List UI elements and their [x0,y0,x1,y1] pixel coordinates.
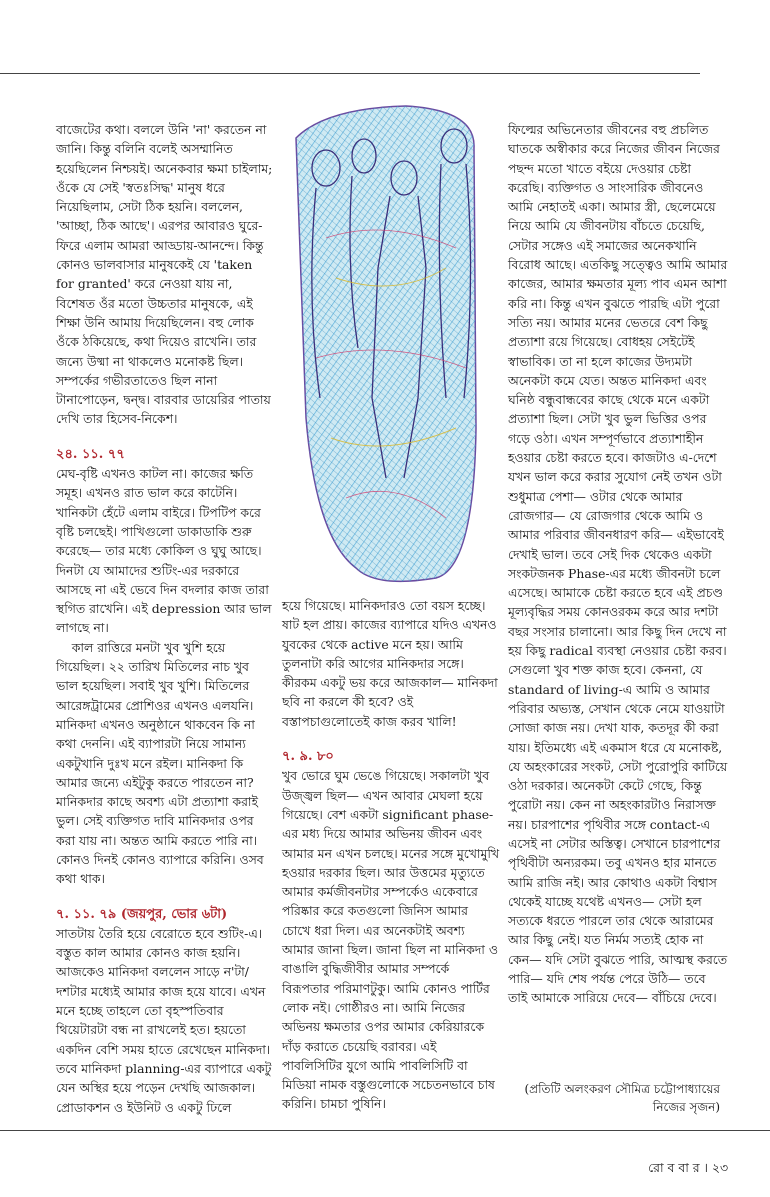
top-rule [0,73,700,74]
date-heading: ৭. ১১. ৭৯ (জয়পুর, ভোর ৬টা) [56,906,228,922]
date-heading: ২৪. ১১. ৭৭ [56,446,125,462]
paragraph: হয়ে গিয়েছে। মানিকদারও তো বয়স হচ্ছে। ষাট হল প্রায়। কাজের ব্যাপারে যদিও এখনও যুবকের থেকে active মনে হয়। আমি তুলনাটা করি আগের মানিকদার সঙ্গে। কীরকম একটু ভয় করে আজকাল— মানিকদা ছবি না করলে কী হবে? ওই বস্তাপচাগুলোতেই কাজ করব খালি! [282,598,502,729]
page-footer: রো ব বা র । ২৩ [648,1160,728,1175]
column-3 [508,120,732,1008]
paragraph: কাল রাত্তিরে মনটা খুব খুশি হয়ে গিয়েছিল। ২২ তারিখ মিতিলের নাচ খুব ভাল হয়েছিল। সবাই খুব খুশি। মিতিলের আরেঙ্গট্রামের প্রোশিওর এখনও এলযনি। মানিকদা এখনও অনুষ্ঠানে থাকবেন কি না কথা দেননি। এই ব্যাপারটা নিয়ে সামান্য একটুখানি দুঃখ মনে রইল। মানিকদা কি আমার জন্যে এইটুকু করতে পারতেন না? মানিকদার কাছে অবশ্য এটা প্রত্যাশা করাই ভুল। সেই ব্যক্তিগত দাবি মানিকদার ওপর করা যায় না। অন্তত আমি করতে পারি না। কোনও দিনই কোনও ব্যাপারে করিনি। ওসব কথা থাক। [56,639,268,887]
paragraph: সাতটায় তৈরি হয়ে বেরোতে হবে শুটিং-এ। বস্তুত কাল আমার কোনও কাজ হয়নি। আজকেও মানিকদা বললেন সাড়ে ন'টা/ দশটার মধ্যেই আমার কাজ হয়ে যাবে। এখন মনে হচ্ছে তাহলে তো বৃহস্পতিবার থিয়েটারটা বন্ধ না রাখলেই হত। হয়তো একদিন বেশি সময় হাতে রেখেছেন মানিকদা। তবে মানিকদা planning-এর ব্যাপারে একটু যেন অস্থির হয়ে পড়েন দেখছি আজকাল। প্রোডাকশন ও ইউনিট ও একটু ঢিলে [56,925,276,1115]
column-2 [282,596,504,1114]
paragraph: বাজেটের কথা। বললে উনি 'না' করতেন না জানি। কিন্তু বলিনি বলেই অসম্মানিত হয়েছিলেন নিশ্চয়ই। অনেকবার ক্ষমা চাইলাম; ওঁকে যে সেই 'স্বতঃসিদ্ধ' মানুষ ধরে নিয়েছিলাম, সেটা ঠিক হয়নি। বললেন, 'আচ্ছা, ঠিক আছে'। এরপর আবারও ঘুরে-ফিরে এলাম আমরা আড্ডায়-আনন্দে। কিন্তু কোনও ভালবাসার মানুষকেই যে 'taken for granted' করে নেওয়া যায় না, বিশেষত ওঁর মতো উচ্চতার মানুষকে, এই শিক্ষা উনি আমায় দিয়েছিলেন। বহু লোক ওঁকে ঠকিয়েছে, কথা দিয়েও রাখেনি। তার জন্যে উষ্মা না থাকলেও মনোকষ্ট ছিল। সম্পর্কের গভীরতাতেও ছিল নানা টানাপোড়েন, দ্বন্দ্ব। বারবার ডায়েরির পাতায় দেখি তার হিসেব-নিকেশ। [56,122,277,427]
paragraph: ফিল্মের অভিনেতার জীবনের বহু প্রচলিত ঘাতকে অস্বীকার করে নিজের জীবন নিজের পছন্দ মতো খাতে বইয়ে দেওয়ার চেষ্টা করেছি। ব্যক্তিগত ও সাংসারিক জীবনেও আমি নেহাতই একা। আমার স্ত্রী, ছেলেমেয়ে নিয়ে আমি যে জীবনটায় বাঁচতে চেয়েছি, সেটার সঙ্গেও এই সমাজের অনেকখানি বিরোধ আছে। এতকিছু সত্ত্বেও আমি আমার কাজের, আমার ক্ষমতার মূল্য পাব এমন আশা করি না। কিন্তু এখন বুঝতে পারছি এটা পুরো সত্যি নয়। আমার মনের ভেতরে বেশ কিছু প্রত্যাশা রয়ে গিয়েছে। বোধহয় সেইটেই স্বাভাবিক। তা না হলে কাজের উদ্যমটা অনেকটা কমে যেত। অন্তত মানিকদা এবং ঘনিষ্ঠ বন্ধুবান্ধবের কাছে থেকে মনে একটা প্রত্যাশা ছিল। সেটা খুব ভুল ভিত্তির ওপর গড়ে ওঠা। এখন সম্পূর্ণভাবে প্রত্যাশাহীন হওয়ার চেষ্টা করতে হবে। কাজটাও এ-দেশে যখন ভাল করে করার সুযোগ নেই তখন ওটা শুধুমাত্র পেশা— ওটার থেকে আমার রোজগার— যে রোজগার থেকে আমি ও আমার পরিবার জীবনধারণ করি— এইভাবেই দেখাই ভাল। তবে সেই দিক থেকেও একটা সংকটজনক Phase-এর মধ্যে জীবনটা চলে এসেছে। আমাকে চেষ্টা করতে হবে এই প্রচণ্ড মূল্যবৃদ্ধির সময় কোনওরকম করে আর দশটা বছর সংসার চালানো। আর কিছু দিন দেখে না হয় কিছু radical ব্যবস্থা নেওয়ার চেষ্টা করব। সেগুলো খুব শক্ত কাজ হবে। কেননা, যে standard of living-এ আমি ও আমার পরিবার অভ্যস্ত, সেখান থেকে নেমে যাওয়াটা সোজা কাজ নয়। দেখা যাক, কতদূর কী করা যায়। ইতিমধ্যে এই একমাস ধরে যে মনোকষ্ট, যে অহংকারের সংকট, সেটা পুরোপুরি কাটিয়ে ওঠা দরকার। অনেকটা কেটে গেছে, কিন্তু পুরোটা নয়। কেন না অহংকারটাও নিরাসক্ত নয়। চারপাশের পৃথিবীর সঙ্গে contact-এ এসেই না সেটার অস্তিত্ব। সেখানে চারপাশের পৃথিবীটা অন্যরকম। তবু এখনও হার মানতে আমি রাজি নই। আর কোথাও একটা বিশ্বাস থেকেই যাচ্ছে যথেষ্ট এখনও— সেটা হল সত্যকে ধরতে পারলে তার থেকে আরামের আর কিছু নেই। যত নির্মম সত্যই হোক না কেন— যদি সেটা বুঝতে পারি, আত্মস্থ করতে পারি— যদি শেষ পর্যন্ত পেরে উঠি— তবে তাই আমাকে সারিয়ে দেবে— বাঁচিয়ে দেবে। [508,122,732,1006]
column-1 [56,120,277,1117]
illustration-credit: (প্রতিটি অলংকরণ সৌমিত্র চট্টোপাধ্যায়ের নিজের সৃজন) [524,1082,720,1114]
paragraph: খুব ভোরে ঘুম ভেঙে গিয়েছে। সকালটা খুব উজ্জ্বল ছিল— এখন আবার মেঘলা হয়ে গিয়েছে। বেশ একটা significant phase-এর মধ্য দিয়ে আমার অভিনয় জীবন এবং আমার মন এখন চলছে। মনের সঙ্গে মুখোমুখি হওয়ার দরকার ছিল। আর উত্তমের মৃত্যুতে আমার কর্মজীবনটার সম্পর্কেও একেবারে পরিষ্কার করে কতগুলো জিনিস আমার চোখে ধরা দিল। এর অনেকটাই অবশ্য আমার জানা ছিল। জানা ছিল না মানিকদা ও বাঙালি বুদ্ধিজীবীর আমার সম্পর্কে বিরূপতার পরিমাণটুকু। আমি কোনও পার্টির লোক নই। গোষ্ঠীরও না। আমি নিজের অভিনয় ক্ষমতার ওপর আমার কেরিয়ারকে দাঁড় করাতে চেয়েছি বরাবর। এই পাবলিসিটির যুগে আমি পাবলিসিটি বা মিডিয়া নামক বস্তুগুলোকে সচেতনভাবে চাষ করিনি। চামচা পুষিনি। [282,768,504,1112]
date-heading: ৭. ৯. ৮০ [282,749,334,765]
artwork-illustration [286,98,486,590]
paragraph: মেঘ-বৃষ্টি এখনও কাটল না। কাজের ক্ষতি সমূহ। এখনও রাত ভাল করে কাটেনি। খানিকটা হেঁটে এলাম বাইরে। টিপটিপ করে বৃষ্টি চলছেই। পাখিগুলো ডাকাডাকি শুরু করেছে— তার মধ্যে কোকিল ও ঘুঘু আছে। দিনটা যে আমাদের শুটিং-এর দরকারে আসছে না এই ভেবে দিন বদলার কাজ তারা স্থগিত রাখেনি। এই depression আর ভাল লাগছে না। [56,466,276,636]
bottom-rule [0,1130,770,1131]
